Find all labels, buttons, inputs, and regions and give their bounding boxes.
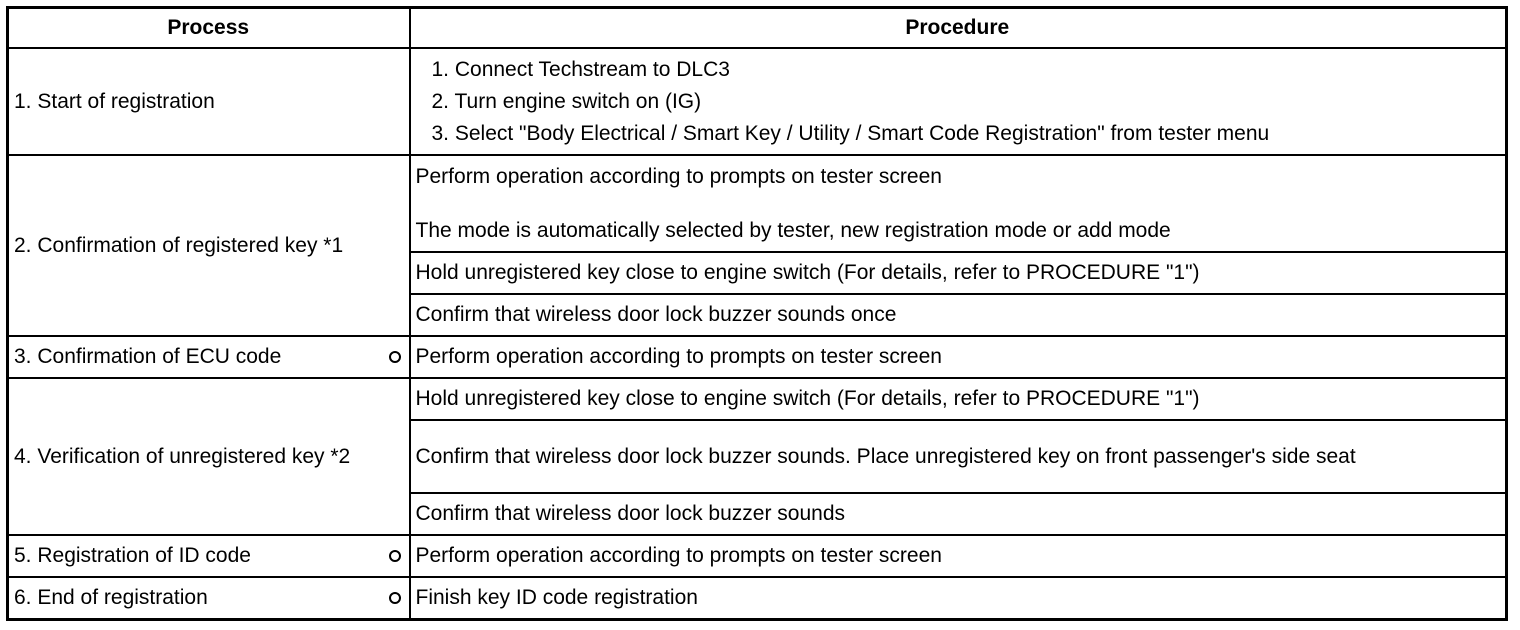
table-row	[8, 378, 1507, 420]
procedure-cell: Perform operation according to prompts on tester screen	[410, 535, 1507, 577]
circle-icon	[389, 351, 401, 363]
procedure-cell: Hold unregistered key close to engine switch (For details, refer to PROCEDURE "1")	[410, 252, 1507, 294]
process-label: 6. End of registration	[14, 585, 208, 609]
header-procedure: Procedure	[410, 8, 1507, 49]
process-cell: 2. Confirmation of registered key *1	[8, 155, 410, 336]
table-row	[8, 577, 1507, 619]
circle-icon	[389, 550, 401, 562]
procedure-cell: Finish key ID code registration	[410, 577, 1507, 619]
spacer	[416, 191, 1500, 217]
header-process: Process	[8, 8, 410, 49]
process-cell: 1. Start of registration	[8, 48, 410, 155]
table-row	[8, 48, 1507, 155]
process-label: 5. Registration of ID code	[14, 544, 251, 567]
registration-table	[6, 6, 1508, 621]
procedure-cell	[410, 155, 1507, 252]
step-item: 3. Select "Body Electrical / Smart Key / Utility / Smart Code Registration" from tester menu	[431, 121, 1270, 145]
step-item: 2. Turn engine switch on (IG)	[431, 89, 702, 113]
process-cell	[8, 535, 410, 577]
procedure-cell: Perform operation according to prompts on tester screen	[410, 336, 1507, 378]
procedure-cell: Confirm that wireless door lock buzzer sounds once	[410, 294, 1507, 336]
circle-icon	[389, 592, 401, 604]
header-row	[8, 8, 1507, 49]
procedure-text: The mode is automatically selected by tester, new registration mode or add mode	[415, 218, 1171, 242]
process-cell: 4. Verification of unregistered key *2	[8, 378, 410, 535]
process-cell	[8, 336, 410, 378]
table-row	[8, 155, 1507, 252]
table-row	[8, 535, 1507, 577]
procedure-cell	[410, 48, 1507, 155]
step-item: 1. Connect Techstream to DLC3	[431, 57, 730, 81]
process-cell	[8, 577, 410, 619]
procedure-text: Perform operation according to prompts on tester screen	[415, 164, 942, 188]
procedure-cell: Hold unregistered key close to engine switch (For details, refer to PROCEDURE "1")	[410, 378, 1507, 420]
procedure-cell: Confirm that wireless door lock buzzer sounds. Place unregistered key on front passenger's side seat	[410, 420, 1507, 493]
procedure-cell: Confirm that wireless door lock buzzer sounds	[410, 493, 1507, 535]
table-row	[8, 336, 1507, 378]
process-label: 3. Confirmation of ECU code	[14, 345, 282, 368]
step-list	[416, 54, 1500, 150]
